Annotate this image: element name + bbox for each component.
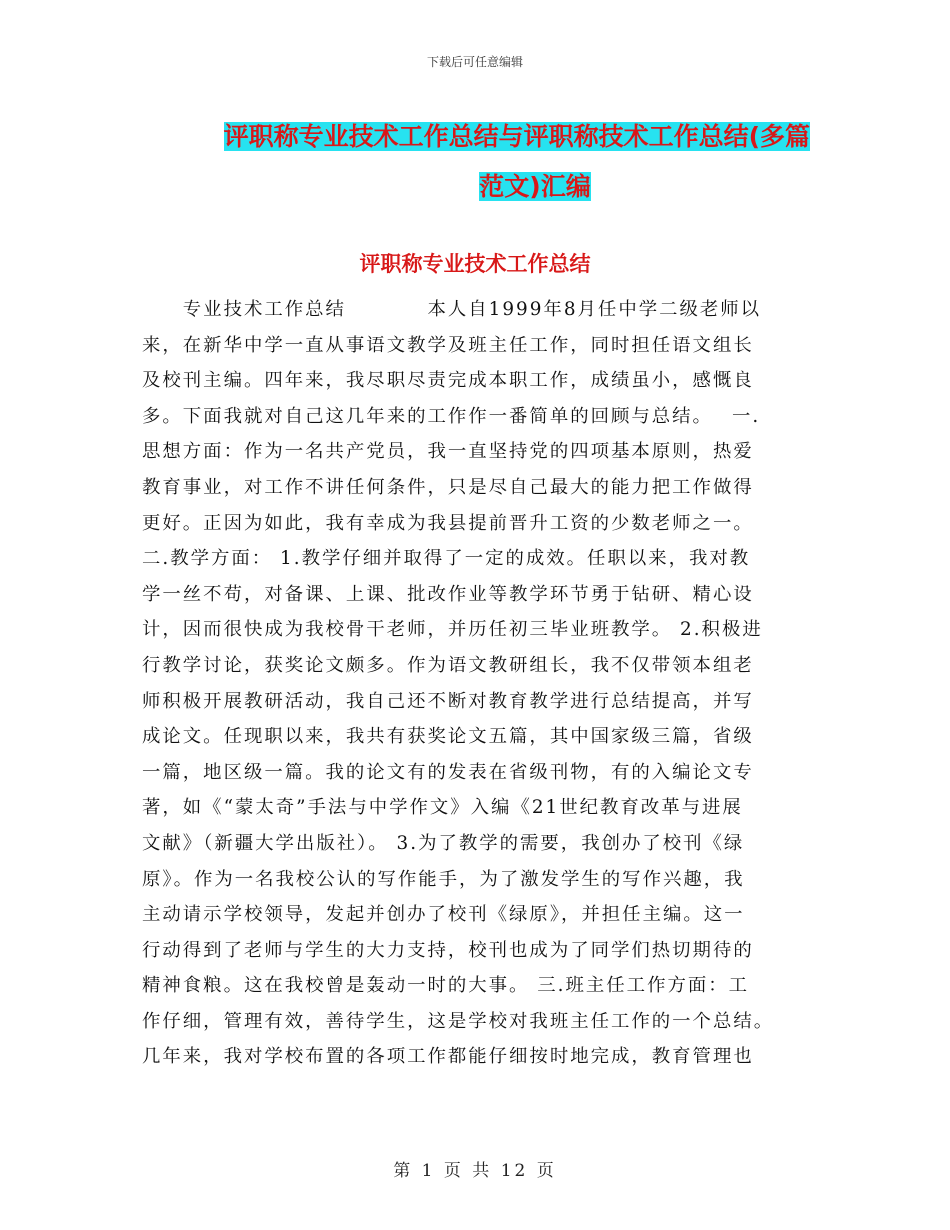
body-line: 行教学讨论，获奖论文颇多。作为语文教研组长，我不仅带领本组老 — [142, 654, 754, 676]
document-title — [140, 112, 810, 212]
body-line: 来，在新华中学一直从事语文教学及班主任工作，同时担任语文组长 — [142, 334, 754, 356]
section-title: 评职称专业技术工作总结 — [359, 252, 591, 276]
title-line-2: 范文)汇编 — [479, 172, 591, 201]
body-line: 二.教学方面： 1.教学仔细并取得了一定的成效。任职以来，我对教 — [142, 548, 751, 570]
body-line: 精神食粮。这在我校曾是轰动一时的大事。 三.班主任工作方面：工 — [142, 975, 750, 997]
body-text — [142, 292, 814, 1075]
body-line: 学一丝不苟，对备课、上课、批改作业等教学环节勇于钻研、精心设 — [142, 583, 754, 605]
title-line-1: 评职称专业技术工作总结与评职称技术工作总结(多篇 — [223, 122, 810, 151]
body-line: 专业技术工作总结 本人自1999年8月任中学二级老师以 — [142, 299, 762, 320]
body-line: 教育事业，对工作不讲任何条件，只是尽自己最大的能力把工作做得 — [142, 476, 754, 498]
body-line: 行动得到了老师与学生的大力支持，校刊也成为了同学们热切期待的 — [142, 939, 754, 961]
body-line: 师积极开展教研活动，我自己还不断对教育教学进行总结提高，并写 — [142, 690, 754, 712]
page-number: 第 1 页 共 12 页 — [393, 1161, 557, 1181]
body-line: 文献》（新疆大学出版社）。 3.为了教学的需要，我创办了校刊《绿 — [142, 832, 745, 854]
body-line: 成论文。任现职以来，我共有获奖论文五篇，其中国家级三篇，省级 — [142, 726, 754, 748]
body-line: 多。下面我就对自己这几年来的工作作一番简单的回顾与总结。 一. — [142, 405, 761, 427]
body-line: 作仔细，管理有效，善待学生，这是学校对我班主任工作的一个总结。 — [142, 1010, 775, 1032]
body-line: 一篇，地区级一篇。我的论文有的发表在省级刊物，有的入编论文专 — [142, 761, 754, 783]
body-line: 及校刊主编。四年来，我尽职尽责完成本职工作，成绩虽小，感慨良 — [142, 370, 754, 392]
body-line: 几年来，我对学校布置的各项工作都能仔细按时地完成，教育管理也 — [142, 1046, 754, 1068]
body-line: 原》。作为一名我校公认的写作能手，为了激发学生的写作兴趣，我 — [142, 868, 745, 890]
body-line: 计，因而很快成为我校骨干老师，并历任初三毕业班教学。 2.积极进 — [142, 619, 763, 641]
page-header-note: 下载后可任意编辑 — [426, 55, 523, 69]
body-line: 主动请示学校领导，发起并创办了校刊《绿原》，并担任主编。这一 — [142, 904, 745, 926]
body-line: 思想方面：作为一名共产党员，我一直坚持党的四项基本原则，热爱 — [142, 441, 754, 463]
body-line: 更好。正因为如此，我有幸成为我县提前晋升工资的少数老师之一。 — [142, 512, 754, 534]
body-line: 著，如《“蒙太奇”手法与中学作文》入编《21世纪教育改革与进展 — [142, 797, 743, 819]
